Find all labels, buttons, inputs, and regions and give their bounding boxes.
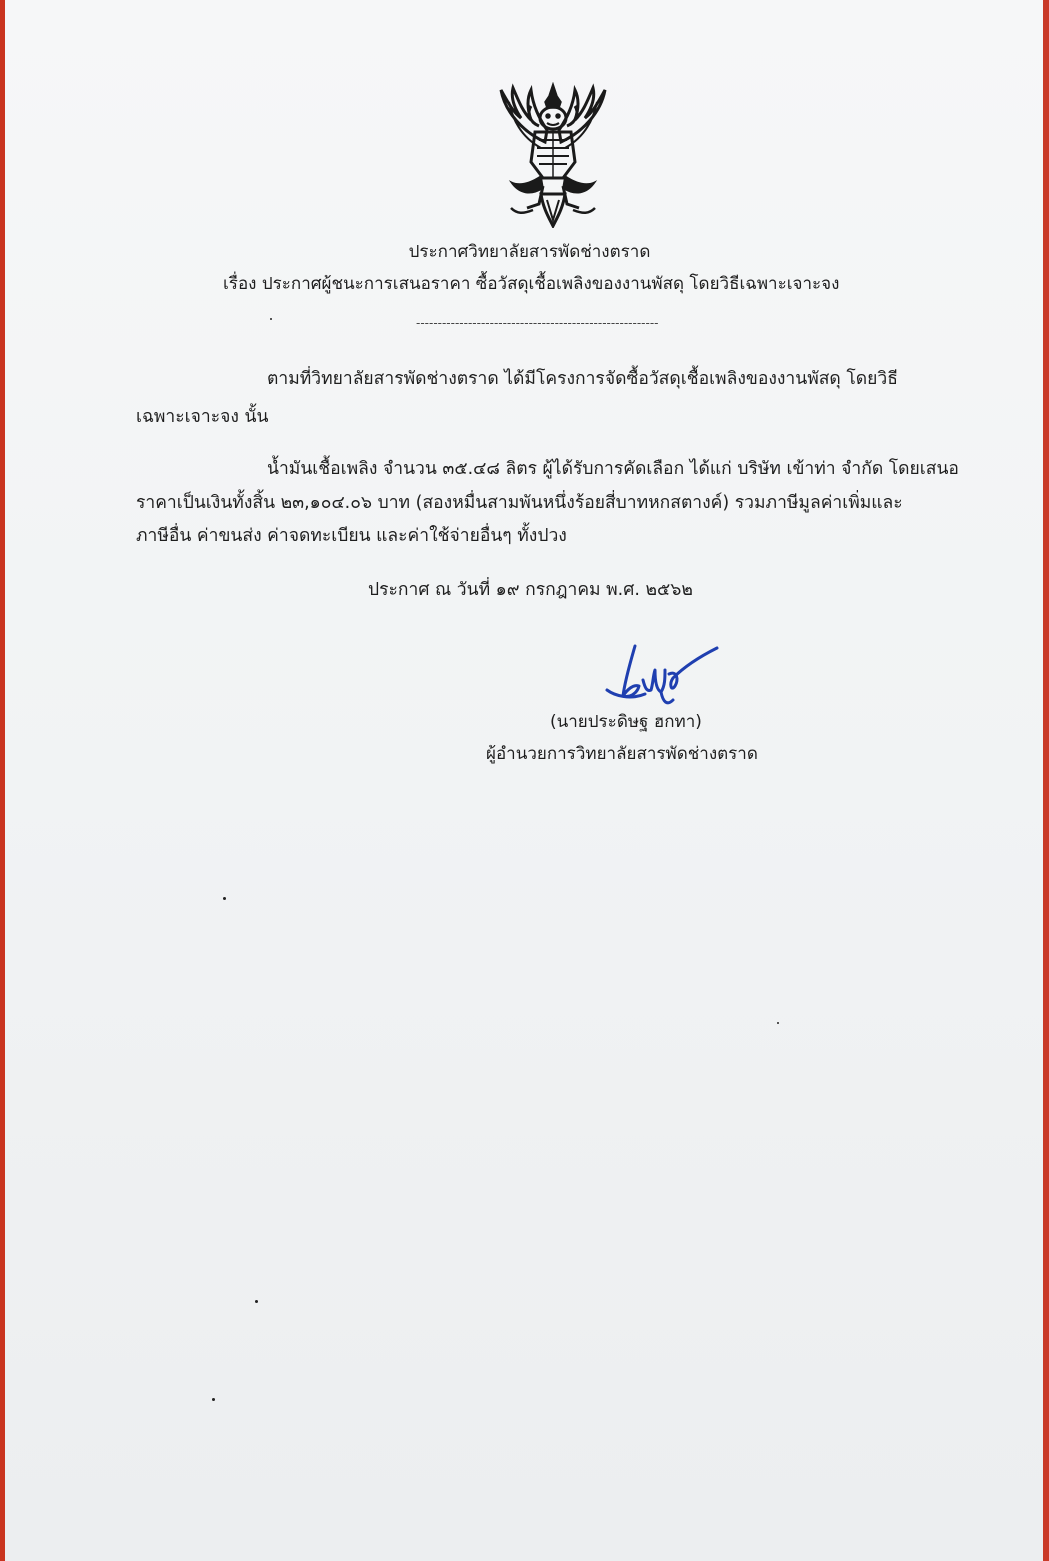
paper-speck xyxy=(212,1398,215,1401)
paper-speck xyxy=(270,318,272,320)
paper-speck xyxy=(255,1300,258,1303)
paper-speck xyxy=(777,1022,779,1024)
paragraph-1-line-2: เฉพาะเจาะจง นั้น xyxy=(136,407,269,427)
divider-line: -------------------------------------------------------- xyxy=(416,316,659,330)
paper-speck xyxy=(223,897,226,900)
document-subject: เรื่อง ประกาศผู้ชนะการเสนอราคา ซื้อวัสดุเชื้อเพลิงของงานพัสดุ โดยวิธีเฉพาะเจาะจง xyxy=(223,274,840,294)
document-title: ประกาศวิทยาลัยสารพัดช่างตราด xyxy=(408,242,651,262)
signatory-position: ผู้อำนวยการวิทยาลัยสารพัดช่างตราด xyxy=(486,744,758,764)
paragraph-2-line-3: ภาษีอื่น ค่าขนส่ง ค่าจดทะเบียน และค่าใช้จ่ายอื่นๆ ทั้งปวง xyxy=(136,526,567,546)
signatory-name: (นายประดิษฐ ฮกทา) xyxy=(550,712,702,732)
garuda-emblem-icon xyxy=(483,82,623,228)
paragraph-2-line-2: ราคาเป็นเงินทั้งสิ้น ๒๓,๑๐๔.๐๖ บาท (สองหมื่นสามพันหนึ่งร้อยสี่บาทหกสตางค์) รวมภาษีมูลค่าเพิ่มและ xyxy=(136,493,903,513)
announcement-date: ประกาศ ณ วันที่ ๑๙ กรกฎาคม พ.ศ. ๒๕๖๒ xyxy=(368,580,693,600)
paragraph-1-line-1: ตามที่วิทยาลัยสารพัดช่างตราด ได้มีโครงการจัดซื้อวัสดุเชื้อเพลิงของงานพัสดุ โดยวิธี xyxy=(267,369,898,389)
handwritten-signature xyxy=(595,640,725,715)
paragraph-2-line-1: น้ำมันเชื้อเพลิง จำนวน ๓๕.๔๘ ลิตร ผู้ได้รับการคัดเลือก ได้แก่ บริษัท เข้าท่า จำกัด โดยเสนอ xyxy=(267,459,959,479)
